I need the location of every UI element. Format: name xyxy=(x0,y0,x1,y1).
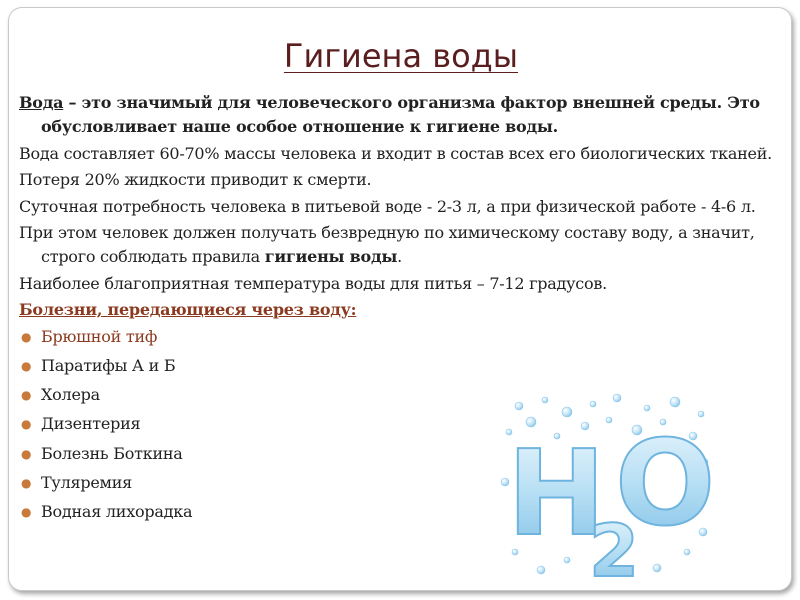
water-drop xyxy=(542,397,548,403)
water-drop xyxy=(590,401,596,407)
h2o-digit-2: 2 xyxy=(589,509,640,588)
disease-item: ● Туляремия xyxy=(19,471,791,495)
paragraph-daily-need: Суточная потребность человека в питьевой воде - 2-3 л, а при физической работе - 4-6 л. xyxy=(19,196,756,216)
water-drop xyxy=(606,417,612,423)
bullet-icon: ● xyxy=(21,417,32,432)
term-water: Вода xyxy=(19,93,64,112)
water-drop xyxy=(562,407,572,417)
paragraph-body-composition: Вода составляет 60-70% массы человека и входит в состав всех его биологических тканей. xyxy=(19,143,773,163)
paragraph-temperature: Наиболее благоприятная температура воды для питья – 7-12 градусов. xyxy=(19,273,607,293)
water-drop xyxy=(670,397,680,407)
bullet-icon: ● xyxy=(21,388,32,403)
disease-item: ● Брюшной тиф xyxy=(19,325,791,349)
water-drop xyxy=(515,402,523,410)
h2o-water-icon xyxy=(497,392,717,588)
water-drop xyxy=(537,566,545,574)
slide xyxy=(8,7,792,591)
water-drop xyxy=(644,405,650,411)
hygiene-rules-emphasis: гигиены воды xyxy=(264,247,398,266)
disease-item: ● Дизентерия xyxy=(19,412,791,436)
water-drop xyxy=(653,564,661,572)
disease-item: ● Болезнь Боткина xyxy=(19,442,791,466)
h2o-letter-h: H xyxy=(507,424,606,562)
bullet-icon: ● xyxy=(21,329,32,344)
disease-item: ● Водная лихорадка xyxy=(19,500,791,524)
bullet-icon: ● xyxy=(21,446,32,461)
bullet-icon: ● xyxy=(21,475,32,490)
definition-text: – это значимый для человеческого организма фактор внешней среды. Это обусловливает наше особое отношение к гигиене воды. xyxy=(41,93,760,136)
diseases-heading: Болезни, передающиеся через воду: xyxy=(19,300,357,319)
paragraph-hygiene-rules xyxy=(19,221,791,269)
slide-title: Гигиена воды xyxy=(283,37,519,75)
h2o-letter-o: O xyxy=(615,414,716,552)
water-drop xyxy=(613,394,621,402)
hygiene-rules-text: При этом человек должен получать безвредную по химическому составу воду, а значит, строго соблюдать правила xyxy=(19,223,755,266)
disease-item: ● Паратифы А и Б xyxy=(19,354,791,378)
bullet-icon: ● xyxy=(21,358,32,373)
paragraph-water-definition xyxy=(19,91,791,139)
hygiene-rules-end: . xyxy=(397,247,402,266)
bullet-icon: ● xyxy=(21,505,32,520)
paragraph-fluid-loss: Потеря 20% жидкости приводит к смерти. xyxy=(19,170,372,189)
disease-item: ● Холера xyxy=(19,383,791,407)
